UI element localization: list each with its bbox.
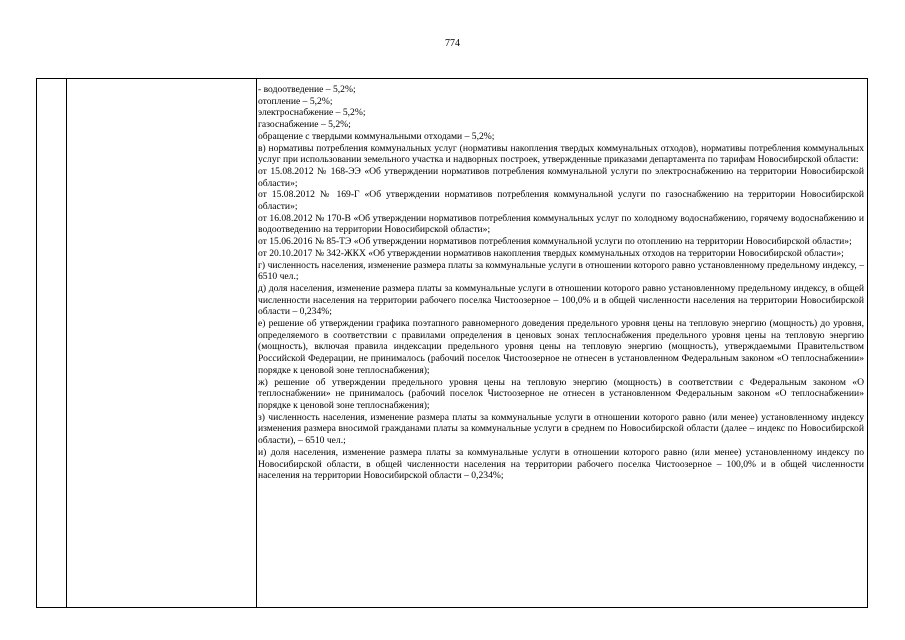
table-cell-text: [258, 84, 864, 482]
paragraph: от 15.08.2012 № 169-Г «Об утверждении нормативов потребления коммунальной услуги по газоснабжению на территории Новосибирской области»;: [258, 189, 864, 213]
paragraph: от 15.06.2016 № 85-ТЭ «Об утверждении нормативов потребления коммунальной услуги по отоплению на территории Новосибирской области»;: [258, 236, 852, 248]
paragraph: е) решение об утверждении графика поэтапного равномерного доведения предельного уровня цены на тепловую энергию (мощность) до уровня, определяемого в соответствии с правилами определения в ценовых зонах теплоснабжения предельного уровня цены на тепловую энергию (мощность), включая правила индексации предельного уровня цены на тепловую энергию (мощность), утверждаемыми Правительством Российской Федерации, не принималось (рабочий поселок Чистоозерное не отнесен в установленном Федеральным законом «О теплоснабжении» порядке к ценовой зоне теплоснабжения);: [258, 318, 864, 376]
paragraph: от 16.08.2012 № 170-В «Об утверждении нормативов потребления коммунальных услуг по холодному водоснабжению, горячему водоснабжению и водоотведению на территории Новосибирской области»;: [258, 212, 864, 236]
paragraph: газоснабжение – 5,2%;: [258, 119, 351, 131]
paragraph: з) численность населения, изменение размера платы за коммунальные услуги в отношении которого равно (или менее) установленному индексу изменения размера вносимой гражданами платы за коммунальные услуги в среднем по Новосибирской области (далее – индекс по Новосибирской области), – 6510 чел.;: [258, 411, 864, 447]
paragraph: - водоотведение – 5,2%;: [258, 84, 356, 95]
paragraph: и) доля населения, изменение размера платы за коммунальные услуги в отношении которого равно (или менее) установленному индексу по Новосибирской области, в общей численности населения на территории рабочего поселка Чистоозерное – 100,0% и в общей численности населения на территории Новосибирской области – 0,234%;: [258, 446, 864, 482]
paragraph: отопление – 5,2%;: [258, 95, 333, 107]
column-divider-2: [256, 79, 257, 607]
page-number: 774: [445, 38, 460, 49]
document-table: [36, 78, 868, 608]
paragraph: д) доля населения, изменение размера платы за коммунальные услуги в отношении которого равно установленному предельному индексу, в общей численности населения на территории рабочего поселка Чистоозерное – 100,0% и в общей численности населения на территории Новосибирской области – 0,234%;: [258, 282, 864, 318]
paragraph: от 15.08.2012 № 168-ЭЭ «Об утверждении нормативов потребления коммунальной услуги по электроснабжению на территории Новосибирской области»;: [258, 165, 864, 189]
paragraph: электроснабжение – 5,2%;: [258, 107, 366, 119]
column-divider-1: [66, 79, 67, 607]
paragraph: ж) решение об утверждении предельного уровня цены на тепловую энергию (мощность) в соответствии с Федеральным законом «О теплоснабжении» не принималось (рабочий поселок Чистоозерное не отнесен в установленном Федеральным законом «О теплоснабжении» порядке к ценовой зоне теплоснабжения);: [258, 376, 864, 411]
paragraph: г) численность населения, изменение размера платы за коммунальные услуги в отношении которого равно установленному предельному индексу, – 6510 чел.;: [258, 259, 864, 283]
paragraph: обращение с твердыми коммунальными отходами – 5,2%;: [258, 130, 495, 142]
paragraph: в) нормативы потребления коммунальных услуг (нормативы накопления твердых коммунальных отходов), нормативы потребления коммунальных услуг при использовании земельного участка и надворных построек, утвержденные приказами департамента по тарифам Новосибирской области:: [258, 142, 864, 166]
paragraph: от 20.10.2017 № 342-ЖКХ «Об утверждении нормативов накопления твердых коммунальных отходов на территории Новосибирской области»;: [258, 247, 844, 259]
